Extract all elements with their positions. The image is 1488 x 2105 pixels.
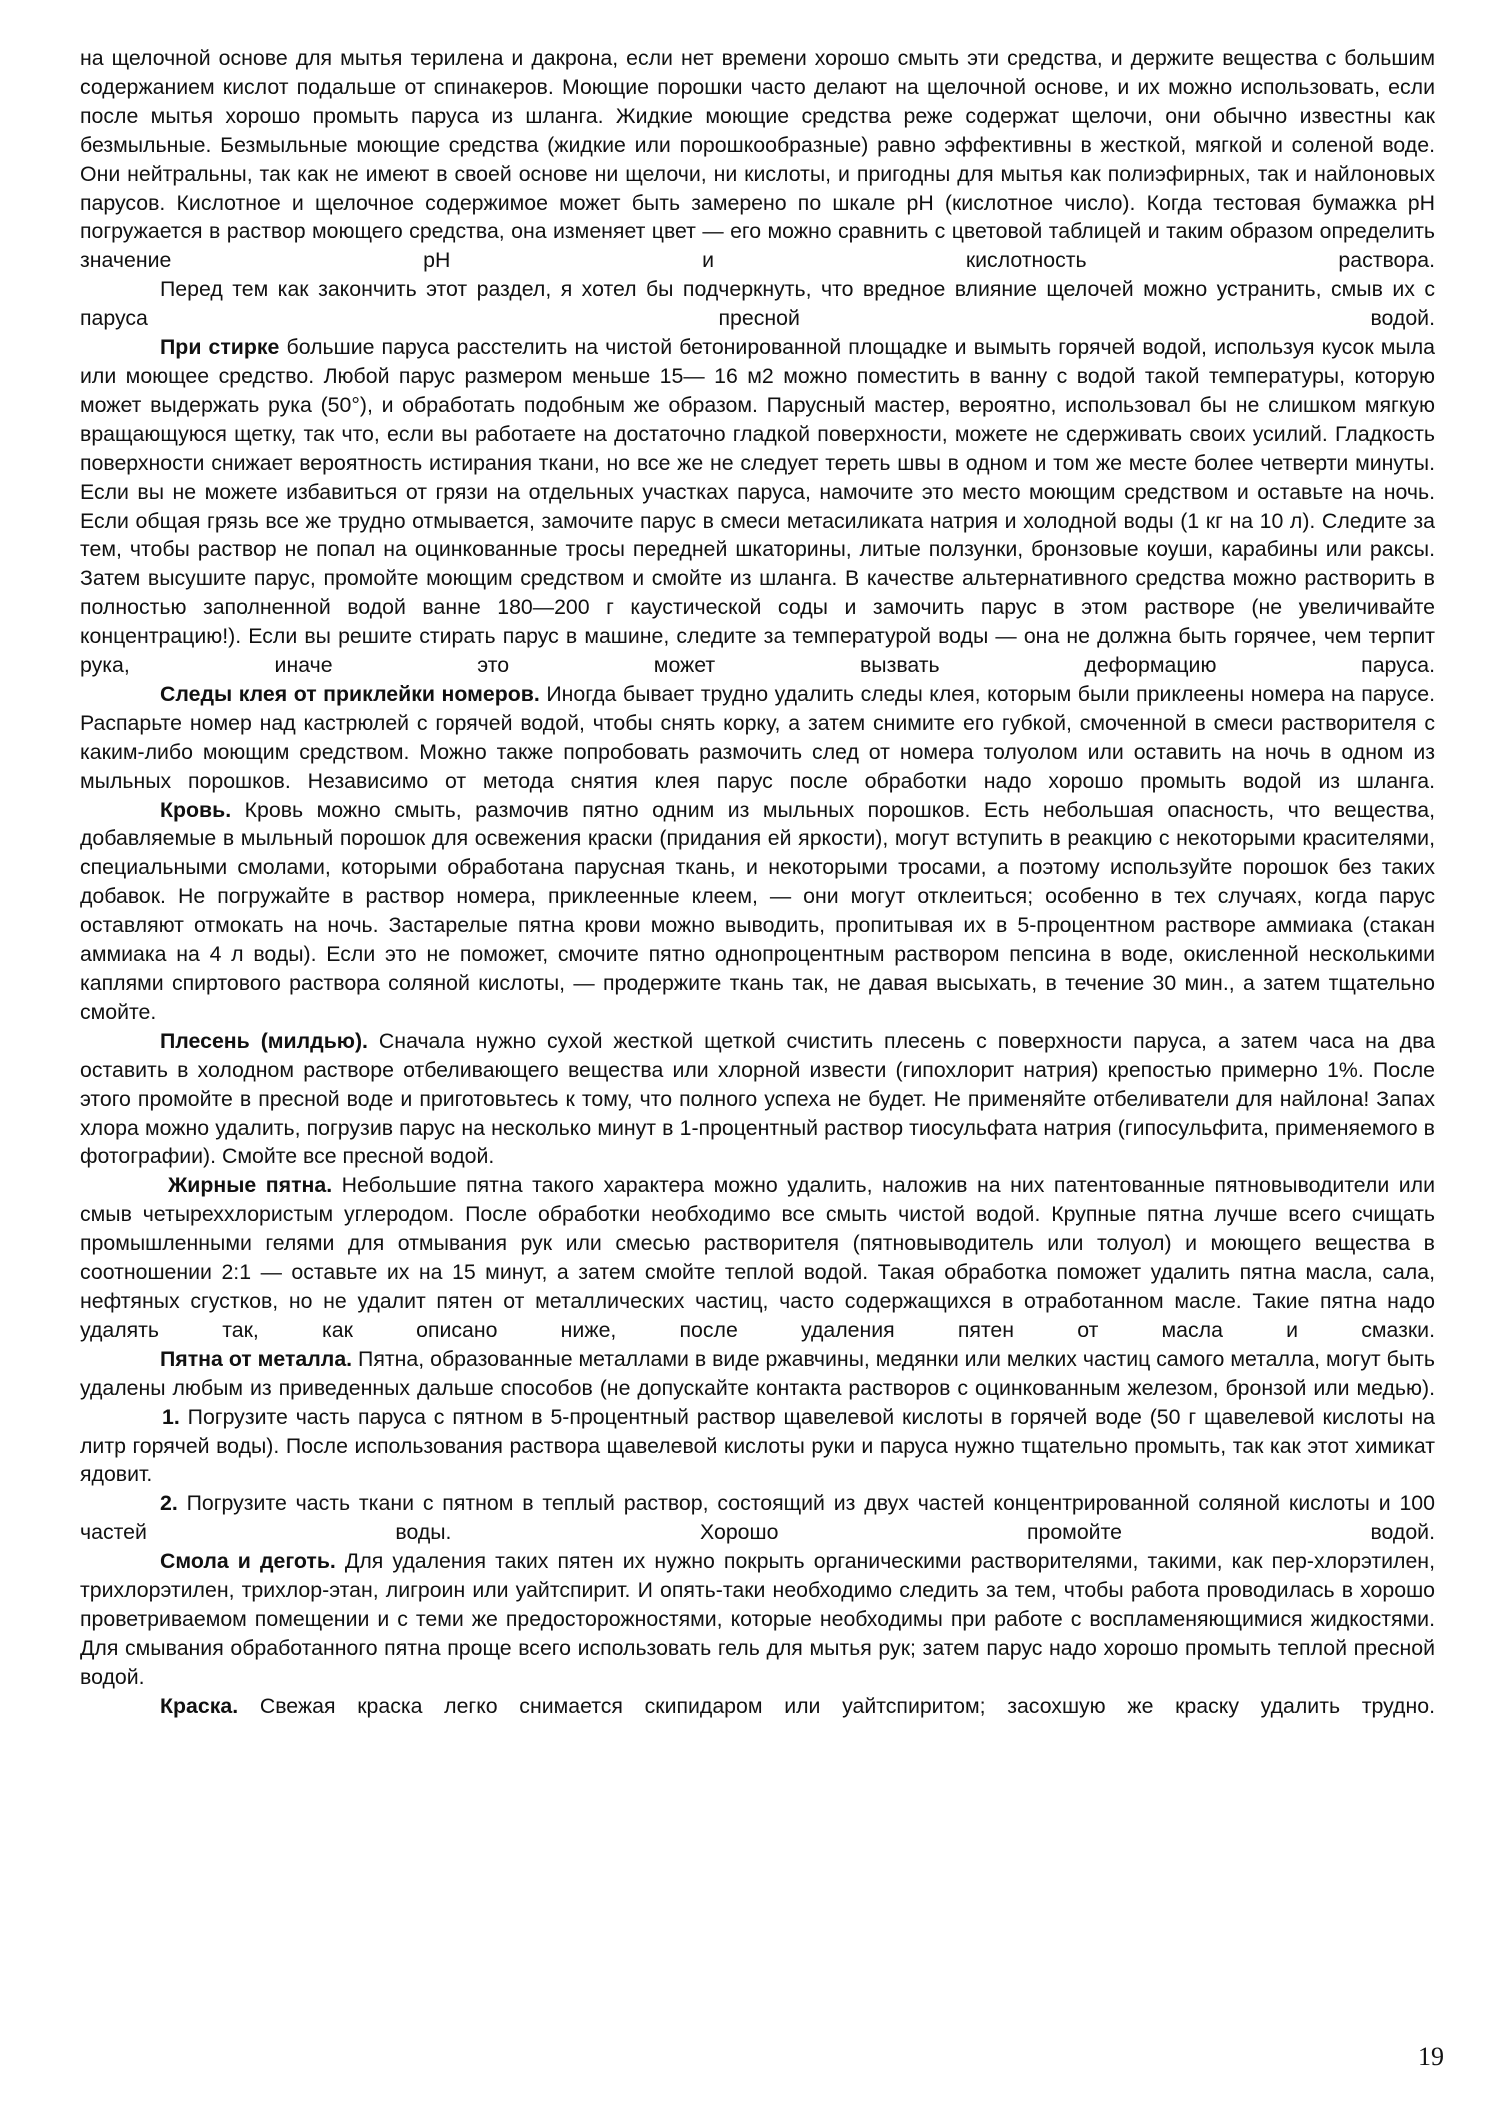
paragraph-text: на щелочной основе для мытья терилена и дакрона, если нет времени хорошо смыть эти средства, и держите вещества с большим содержанием кислот подальше от спинакеров. Моющие порошки часто делают на щелочной основе, и их можно использовать, если после мытья хорошо промыть паруса из шланга. Жидкие моющие средства реже содержат щелочи, они обычно известны как безмыльные. Безмыльные моющие средства (жидкие или порошкообразные) равно эффективны в жесткой, мягкой и соленой воде. Они нейтральны, так как не имеют в своей основе ни щелочи, ни кислоты, и пригодны для мытья как полиэфирных, так и найлоновых парусов. Кислотное и щелочное содержимое может быть замерено по шкале pH (кислотное число). Когда тестовая бумажка pH погружается в раствор моющего средства, она изменяет цвет — его можно сравнить с цветовой таблицей и таким образом определить значение pH и кислотность раствора.	[80, 46, 1435, 273]
paragraph-text: Погрузите часть паруса с пятном в 5-процентный раствор щавелевой кислоты в горячей воде (50 г щавелевой кислоты на литр горячей воды). После использования раствора щавелевой кислоты руки и паруса нужно тщательно промыть, так как этот химикат ядовит.	[80, 1404, 1435, 1487]
paragraph-heading: Жирные пятна.	[168, 1173, 333, 1198]
paragraph-heading: 1.	[162, 1404, 180, 1429]
paragraph-heading: Смола и деготь.	[160, 1549, 336, 1574]
paragraph-text: Сначала нужно сухой жесткой щеткой счистить плесень с поверхности паруса, а затем часа на два оставить в холодном растворе отбеливающего вещества или хлорной извести (гипохлорит натрия) крепостью примерно 1%. После этого промойте в пресной воде и приготовьтесь к тому, что полного успеха не будет. Не применяйте отбеливатели для найлона! Запах хлора можно удалить, погрузив парус на несколько минут в 1-процентный раствор тиосульфата натрия (гипосульфита, применяемого в фотографии). Смойте все пресной водой.	[80, 1028, 1435, 1169]
paragraph-text: Кровь можно смыть, размочив пятно одним из мыльных порошков. Есть небольшая опасность, что вещества, добавляемые в мыльный порошок для освежения краски (придания ей яркости), могут вступить в реакцию с некоторыми красителями, специальными смолами, которыми обработана парусная ткань, и некоторыми тросами, а поэтому используйте порошок без таких добавок. Не погружайте в раствор номера, приклеенные клеем, — они могут отклеиться; особенно в тех случаях, когда парус оставляют отмокать на ночь. Застарелые пятна крови можно выводить, пропитывая их в 5-процентном растворе аммиака (стакан аммиака на 4 л воды). Если это не поможет, смочите пятно однопроцентным раствором пепсина в воде, окисленной несколькими каплями спиртового раствора соляной кислоты, — продержите ткань так, не давая высыхать, в течение 30 мин., а затем тщательно смойте.	[80, 797, 1435, 1024]
page-number: 19	[1418, 2042, 1444, 2071]
paragraph-tar	[80, 1547, 1435, 1692]
paragraph-washing	[80, 333, 1435, 680]
paragraph-method-1	[80, 1403, 1435, 1490]
paragraph-text: Для удаления таких пятен их нужно покрыть органическими растворителями, такими, как пер-хлорэтилен, трихлорэтилен, трихлор-этан, лигроин или уайтспирит. И опять-таки необходимо следить за тем, чтобы работа проводилась в хорошо проветриваемом помещении и с теми же предосторожностями, которые необходимы при работе с воспламеняющимися жидкостями. Для смывания обработанного пятна проще всего использовать гель для мытья рук; затем парус надо хорошо промыть теплой пресной водой.	[80, 1549, 1435, 1689]
paragraph-mildew	[80, 1027, 1435, 1172]
paragraph-blood	[80, 796, 1435, 1027]
paragraph-text: Перед тем как закончить этот раздел, я хотел бы подчеркнуть, что вредное влияние щелочей можно устранить, смыв их с паруса пресной водой.	[80, 277, 1435, 331]
paragraph-glue	[80, 680, 1435, 796]
paragraph-heading: При стирке	[160, 335, 280, 360]
paragraph-grease	[80, 1171, 1435, 1344]
paragraph-detergents	[80, 44, 1435, 275]
paragraph-text: Пятна, образованные металлами в виде ржавчины, медянки или мелких частиц самого металла, могут быть удалены любым из приведенных дальше способов (не допускайте контакта растворов с оцинкованным железом, бронзой или медью).	[80, 1346, 1435, 1400]
paragraph-heading: 2.	[160, 1491, 178, 1516]
paragraph-heading: Краска.	[160, 1693, 239, 1718]
paragraph-text: Погрузите часть ткани с пятном в теплый раствор, состоящий из двух частей концентрированной соляной кислоты и 100 частей воды. Хорошо промойте водой.	[80, 1491, 1435, 1545]
page-body	[80, 44, 1435, 1721]
paragraph-method-2	[80, 1489, 1435, 1547]
paragraph-alkali-note	[80, 275, 1435, 333]
paragraph-paint	[80, 1692, 1435, 1721]
paragraph-heading: Следы клея от приклейки номеров.	[160, 681, 540, 706]
paragraph-text: Свежая краска легко снимается скипидаром или уайтспиритом; засохшую же краску удалить трудно.	[238, 1693, 1435, 1718]
paragraph-text: большие паруса расстелить на чистой бетонированной площадке и вымыть горячей водой, используя кусок мыла или моющее средство. Любой парус размером меньше 15— 16 м2 можно поместить в ванну с водой такой температуры, которую может выдержать рука (50°), и обработать подобным же образом. Парусный мастер, вероятно, использовал бы не слишком мягкую вращающуюся щетку, так что, если вы работаете на достаточно гладкой поверхности, можете не сдерживать своих усилий. Гладкость поверхности снижает вероятность истирания ткани, но все же не следует тереть швы в одном и том же месте более четверти минуты. Если вы не можете избавиться от грязи на отдельных участках паруса, намочите это место моющим средством и оставьте на ночь. Если общая грязь все же трудно отмывается, замочите парус в смеси метасиликата натрия и холодной воды (1 кг на 10 л). Следите за тем, чтобы раствор не попал на оцинкованные тросы передней шкаторины, литые ползунки, бронзовые коуши, карабины или раксы. Затем высушите парус, промойте моющим средством и смойте из шланга. В качестве альтернативного средства можно растворить в полностью заполненной водой ванне 180—200 г каустической соды и замочить парус в этом растворе (не увеличивайте концентрацию!). Если вы решите стирать парус в машине, следите за температурой воды — она не должна быть горячее, чем терпит рука, иначе это может вызвать деформацию паруса.	[80, 335, 1435, 678]
paragraph-text: Иногда бывает трудно удалить следы клея, которым были приклеены номера на парусе. Распарьте номер над кастрюлей с горячей водой, чтобы снять корку, а затем снимите его губкой, смоченной в смеси растворителя с каким-либо моющим средством. Можно также попробовать размочить след от номера толуолом или оставить на ночь в одном из мыльных порошков. Независимо от метода снятия клея парус после обработки надо хорошо промыть водой из шланга.	[80, 681, 1436, 793]
paragraph-heading: Кровь.	[160, 797, 232, 822]
paragraph-text: Небольшие пятна такого характера можно удалить, наложив на них патентованные пятновыводители или смыв четыреххлористым углеродом. После обработки необходимо все смыть чистой водой. Крупные пятна лучше всего счищать промышленными гелями для отмывания рук или смесью растворителя (пятновыводитель или толуол) и моющего вещества в соотношении 2:1 — оставьте их на 15 минут, а затем смойте теплой водой. Такая обработка поможет удалить пятна масла, сала, нефтяных сгустков, но не удалит пятен от металлических частиц, часто содержащихся в отработанном масле. Такие пятна надо удалять так, как описано ниже, после удаления пятен от масла и смазки.	[80, 1173, 1435, 1342]
paragraph-heading: Пятна от металла.	[160, 1346, 353, 1371]
paragraph-heading: Плесень (милдью).	[160, 1028, 368, 1053]
paragraph-metal	[80, 1345, 1435, 1403]
